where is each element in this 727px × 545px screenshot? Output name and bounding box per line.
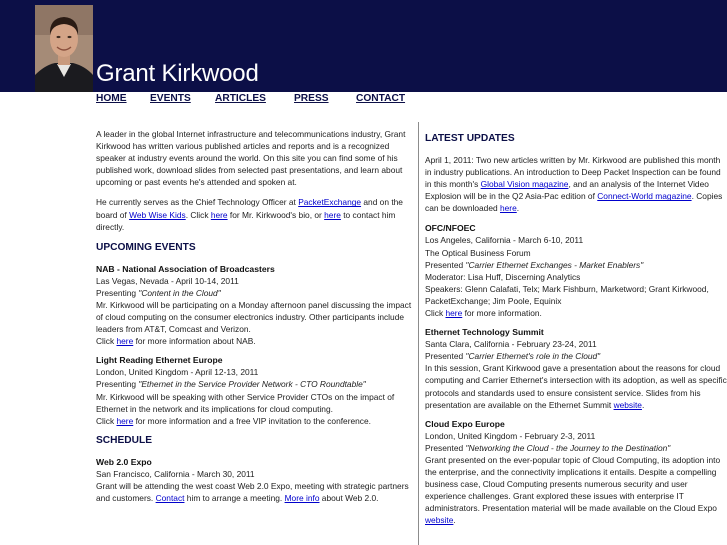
event-title: Light Reading Ethernet Europe bbox=[96, 355, 223, 366]
event-title: NAB - National Association of Broadcasters bbox=[96, 263, 275, 274]
event-title: OFC/NFOEC bbox=[425, 223, 476, 234]
presentation-title: "Carrier Ethernet Exchanges - Market Enablers" bbox=[465, 259, 644, 270]
column-divider bbox=[418, 122, 419, 545]
schedule-item: Web 2.0 Expo San Francisco, California - March 30, 2011 Grant will be attending the west coast Web 2.0 Expo, meeting with strategic partners and customers. Contact him to arrange a meeting. More info about Web 2.0. bbox=[96, 456, 412, 504]
past-event-item: Ethernet Technology Summit Santa Clara, California - February 23-24, 2011 Presented "Carrier Ethernet's role in the Cloud" In this session, Grant Kirkwood gave a presentation about the reasons for cloud computing and Carrier Ethernet's intersection with its adoption, as well as specific protocols and standards used to ensure consistent service. Slides from his presentation are available on the Ethernet Summit website. bbox=[425, 327, 727, 410]
intro-paragraph: A leader in the global Internet infrastructure and telecommunications industry, Grant Kirkwood has written various published articles and reports and is a recognized speaker at industry events around the world. On this site you can find some of his published work, download slides from selected past presentations, and learn about upcoming or past events he's attended and spoken at. bbox=[96, 129, 406, 188]
past-event-item: OFC/NFOEC Los Angeles, California - March 6-10, 2011 The Optical Business Forum Presented "Carrier Ethernet Exchanges - Market Enablers" Moderator: Lisa Huff, Discerning Analytics Speakers: Glenn Calafati, Telx; Mark Fishburn, Marketword; Grant Kirkwood, PacketExchange; Jim Poole, Equinix Click here for more information. bbox=[425, 222, 727, 319]
download-link[interactable]: here bbox=[499, 203, 517, 214]
presentation-title: "Networking the Cloud - the Journey to the Destination" bbox=[465, 442, 671, 453]
nav-home[interactable]: HOME bbox=[96, 93, 127, 104]
event-description: Mr. Kirkwood will be speaking with other Service Provider CTOs on the impact of Ethernet in the network and its implications for cloud computing. bbox=[96, 391, 395, 414]
nav-press[interactable]: PRESS bbox=[294, 93, 329, 104]
event-title: Web 2.0 Expo bbox=[96, 456, 152, 467]
event-description: Grant presented on the ever-popular topic of Cloud Computing, its adoption into the enterprise, and the connectivity implications it entails. Despite a compelling business case, Cloud Computing presents numerous security and user experience challenges. Grant explored these issues with enterprise IT administrators. Presentation material will be made available on the Cloud Expo website. bbox=[425, 454, 721, 526]
event-forum: The Optical Business Forum bbox=[425, 247, 531, 258]
event-location: London, United Kingdom - February 2-3, 2011 bbox=[425, 430, 596, 441]
nav-contact[interactable]: CONTACT bbox=[356, 93, 406, 104]
bio-link[interactable]: here bbox=[210, 209, 228, 220]
site-header bbox=[0, 0, 727, 92]
more-info-link[interactable]: More info bbox=[284, 492, 320, 503]
contact-link[interactable]: here bbox=[324, 209, 341, 220]
packetexchange-link[interactable]: PacketExchange bbox=[298, 197, 362, 208]
event-location: London, United Kingdom - April 12-13, 2011 bbox=[96, 367, 259, 378]
event-description: Mr. Kirkwood will be participating on a Monday afternoon panel discussing the impact of cloud computing on the consumer electronics industry. Other participants include leaders from AT&T, Comcast and Verizon. bbox=[96, 299, 412, 335]
event-location: Las Vegas, Nevada - April 10-14, 2011 bbox=[96, 275, 239, 286]
event-item: Light Reading Ethernet Europe London, United Kingdom - April 12-13, 2011 Presenting "Ethernet in the Service Provider Network - CTO Roundtable" Mr. Kirkwood will be speaking with other Service Provider CTOs on the impact of Ethernet in the network and its implications for cloud computing. Click here for more information and a free VIP invitation to the conference. bbox=[96, 354, 412, 426]
event-title: Cloud Expo Europe bbox=[425, 418, 505, 429]
portrait-image bbox=[35, 5, 93, 92]
nav-articles[interactable]: ARTICLES bbox=[215, 93, 266, 104]
past-event-item: Cloud Expo Europe London, United Kingdom - February 2-3, 2011 Presented "Networking the Cloud - the Journey to the Destination" Grant presented on the ever-popular topic of Cloud Computing, its adoption into the enterprise, and the connectivity implications it entails. Despite a compelling business case, Cloud Computing presents numerous security and user experience challenges. Grant explored these issues with enterprise IT administrators. Presentation material will be made available on the Cloud Expo website. bbox=[425, 418, 727, 527]
right-column bbox=[425, 128, 727, 533]
ofc-info-link[interactable]: here bbox=[445, 308, 463, 319]
event-location: Los Angeles, California - March 6-10, 2011 bbox=[425, 235, 584, 246]
intro-paragraph-2: He currently serves as the Chief Technology Officer at PacketExchange and on the board of Web Wise Kids. Click here for Mr. Kirkwood's bio, or here to contact him directly. bbox=[96, 197, 403, 232]
nav-events[interactable]: EVENTS bbox=[150, 93, 191, 104]
connect-world-link[interactable]: Connect-World magazine bbox=[597, 191, 692, 202]
upcoming-events-heading: UPCOMING EVENTS bbox=[96, 241, 196, 253]
contact-link[interactable]: Contact bbox=[155, 492, 185, 503]
presentation-title: "Content in the Cloud" bbox=[138, 287, 221, 298]
update-paragraph: April 1, 2011: Two new articles written by Mr. Kirkwood are published this month in industry publications. An introduction to Deep Packet Inspection can be found in this month's Global Vision magazine, and an analysis of the Internet Video Explosion will be in the Q2 Asia-Pac edition of Connect-World magazine. Copies can be downloaded here. bbox=[425, 155, 723, 214]
profile-photo bbox=[35, 5, 93, 92]
event-item: NAB - National Association of Broadcasters Las Vegas, Nevada - April 10-14, 2011 Presenting "Content in the Cloud" Mr. Kirkwood will be participating on a Monday afternoon panel discussing the impact of cloud computing on the consumer electronics industry. Other participants include leaders from AT&T, Comcast and Verizon. Click here for more information about NAB. bbox=[96, 263, 412, 347]
nab-info-link[interactable]: here bbox=[116, 336, 134, 347]
event-description: Moderator: Lisa Huff, Discerning Analytics Speakers: Glenn Calafati, Telx; Mark Fishburn, Marketword; Grant Kirkwood, PacketExchange; Jim Poole, Equinix bbox=[425, 271, 709, 306]
presentation-title: "Carrier Ethernet's role in the Cloud" bbox=[465, 351, 601, 362]
site-title: Grant Kirkwood bbox=[96, 60, 259, 87]
global-vision-link[interactable]: Global Vision magazine bbox=[480, 179, 569, 190]
latest-updates-heading: LATEST UPDATES bbox=[425, 133, 515, 144]
event-description: In this session, Grant Kirkwood gave a presentation about the reasons for cloud computing and Carrier Ethernet's intersection with its adoption, as well as specific protocols and standards used to ensure consistent service. Slides from his presentation are available on the Ethernet Summit website. bbox=[425, 363, 727, 410]
ethernet-summit-website-link[interactable]: website bbox=[613, 399, 642, 410]
event-title: Ethernet Technology Summit bbox=[425, 327, 544, 338]
webwisekids-link[interactable]: Web Wise Kids bbox=[129, 209, 186, 220]
presentation-title: "Ethernet in the Service Provider Network - CTO Roundtable" bbox=[138, 379, 366, 390]
event-location: San Francisco, California - March 30, 2011 bbox=[96, 468, 255, 479]
cloud-expo-website-link[interactable]: website bbox=[425, 515, 454, 526]
schedule-heading: SCHEDULE bbox=[96, 434, 153, 446]
left-column bbox=[96, 128, 412, 511]
ethernet-europe-info-link[interactable]: here bbox=[116, 415, 134, 426]
event-location: Santa Clara, California - February 23-24, 2011 bbox=[425, 339, 597, 350]
